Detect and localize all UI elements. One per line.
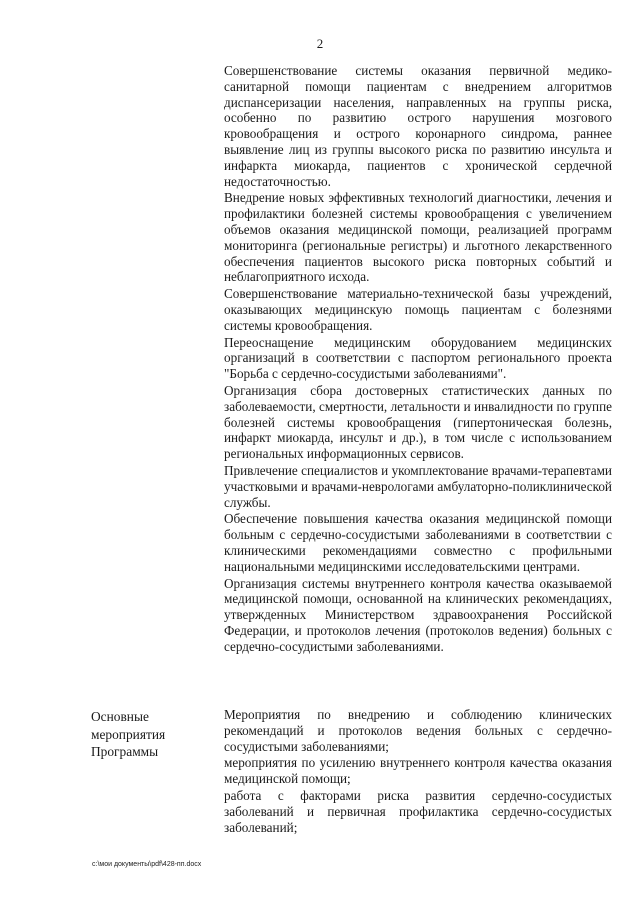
label-line: мероприятия [91,726,166,742]
program-objectives-column [224,63,612,655]
objective-paragraph: Привлечение специалистов и укомплектование врачами-терапевтами участковыми и врачами-неврологами амбулаторно-поликлинической службы. [224,462,612,510]
page-number: 2 [316,36,324,51]
objective-paragraph: Совершенствование материально-технической базы учреждений, оказывающих медицинскую помощь пациентам с болезнями системы кровообращения. [224,286,612,333]
activity-paragraph: работа с факторами риска развития сердечно-сосудистых заболеваний и первичная профилактика сердечно-сосудистых заболеваний; [224,787,612,835]
activity-paragraph: мероприятия по усилению внутреннего контроля качества оказания медицинской помощи; [224,755,612,787]
label-line: Программы [91,744,159,759]
main-activities-label [91,708,211,761]
main-activities-column [224,707,612,836]
objective-paragraph: Организация системы внутреннего контроля качества оказываемой медицинской помощи, основанной на клинических рекомендациях, утвержденных Министерством здравоохранения Российской Федерации, и протоколов лечения (протоколов ведения) больных с сердечно-сосудистыми заболеваниями. [224,575,612,654]
objective-paragraph: Переоснащение медицинским оборудованием медицинских организаций в соответствии с паспортом регионального проекта "Борьба с сердечно-сосудистыми заболеваниями". [224,334,612,382]
objective-paragraph: Организация сбора достоверных статистических данных по заболеваемости, смертности, летальности и инвалидности по группе болезней системы кровообращения (гипертоническая болезнь, инфаркт миокарда, инсульт и др.), в том числе с использованием региональных информационных сервисов. [224,382,612,462]
objective-paragraph: Обеспечение повышения качества оказания медицинской помощи больным с сердечно-сосудистыми заболеваниями в соответствии с клиническими рекомендациями совместно с профильными национальными медицинскими исследовательскими центрами. [224,511,612,574]
objective-paragraph: Совершенствование системы оказания первичной медико-санитарной помощи пациентам с внедрением алгоритмов диспансеризации населения, направленных на группы риска, особенно по развитию острого нарушения мозгового кровообращения и острого коронарного синдрома, раннее выявление лиц из группы высокого риска по развитию инсульта и инфаркта миокарда, пациентов с хронической сердечной недостаточностью. [224,63,612,189]
objective-paragraph: Внедрение новых эффективных технологий диагностики, лечения и профилактики болезней системы кровообращения с увеличением объемов оказания медицинской помощи, реализацией программ мониторинга (региональные регистры) и льготного лекарственного обеспечения пациентов высокого риска повторных событий и неблагоприятного исхода. [224,190,612,285]
activity-paragraph: Мероприятия по внедрению и соблюдению клинических рекомендаций и протоколов ведения больных с сердечно-сосудистыми заболеваниями; [224,707,612,754]
label-line: Основные [91,709,149,724]
document-file-path: c:\мои документы\pdf\428-пп.docx [92,861,202,868]
